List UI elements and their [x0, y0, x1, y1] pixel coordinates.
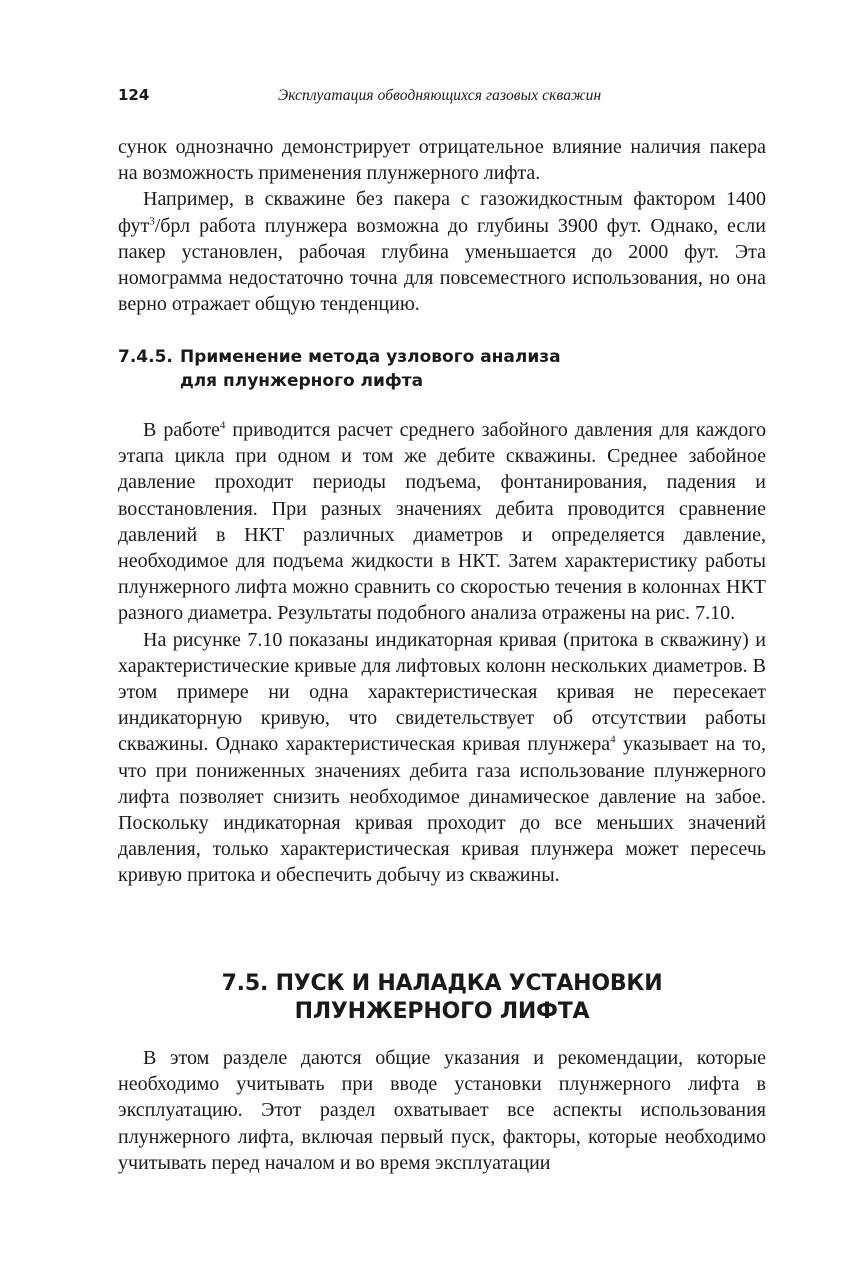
footnote-ref-4: 4	[219, 419, 226, 432]
section-heading-line-1: 7.5. ПУСК И НАЛАДКА УСТАНОВКИ	[221, 971, 663, 996]
section-heading-line-1	[118, 345, 561, 369]
section-heading-7-5	[118, 970, 766, 1026]
text-block-node-analysis	[118, 417, 766, 889]
paragraph-figure-7-10	[118, 627, 766, 889]
section-heading-line-2: ПЛУНЖЕРНОГО ЛИФТА	[294, 999, 590, 1024]
running-header	[118, 86, 768, 108]
paragraph-example	[118, 186, 766, 317]
footnote-ref-4: 4	[610, 733, 616, 746]
running-title: Эксплуатация обводняющихся газовых скважин	[278, 87, 602, 104]
paragraph-text: На рисунке 7.10 показаны индикаторная кривая (притока в скважину) и характеристические кривые для лифтовых колонн нескольких диаметров. В этом примере ни одна характеристическая кривая не пересекает индикаторную кривую, что свидетельствует об отсутствии работы скважины. Однако характеристическая кривая плунжера	[118, 628, 766, 756]
paragraph-text: В работе	[143, 419, 220, 441]
paragraph-text: приводится расчет среднего забойного давления для каждого этапа цикла при одном и том же дебите скважины. Среднее забойное давление проходит периоды подъема, фонтанирования, падения и восстановления. При разных значениях дебита проводится сравнение давлений в НКТ различных диаметров и определяется давление, необходимое для подъема жидкости в НКТ. Затем характеристику работы плунжерного лифта можно сравнить со скоростью течения в колоннах НКТ разного диаметра. Результаты подобного анализа отражены на рис. 7.10.	[118, 419, 766, 625]
paragraph-startup: В этом разделе даются общие указания и рекомендации, которые необходимо учитывать при вводе установки плунжерного лифта в эксплуатацию. Этот раздел охватывает все аспекты использования плунжерного лифта, включая первый пуск, факторы, которые необходимо учитывать перед началом и во время эксплуатации	[118, 1047, 766, 1174]
superscript-cubic: 3	[149, 214, 155, 227]
paragraph-continued: сунок однозначно демонстрирует отрицательное влияние наличия пакера на возможность применения плунжерного лифта.	[118, 136, 766, 185]
paragraph-node-analysis	[118, 417, 766, 627]
section-title-part-2: для плунжерного лифта	[180, 371, 424, 391]
paragraph-text: /брл работа плунжера возможна до глубины 3900 фут. Однако, если пакер установлен, рабочая глубина уменьшается до 2000 фут. Эта номограмма недостаточно точна для повсеместного использования, но она верно отражает общую тенденцию.	[118, 214, 766, 316]
text-block-startup	[118, 1045, 766, 1176]
section-heading-7-4-5	[118, 345, 561, 393]
section-title-part-1: Применение метода узлового анализа	[180, 347, 561, 367]
paragraph-text: Например, в скважине без пакера с газожидкостным фактором 1400 фут	[118, 188, 766, 237]
text-block-intro	[118, 134, 766, 317]
section-number: 7.4.5.	[118, 347, 173, 367]
page-number: 124	[118, 86, 150, 104]
paragraph-text: указывает на то, что при пониженных значениях дебита газа использование плунжерного лифта позволяет снизить необходимое динамическое давление на забое. Поскольку индикаторная кривая проходит до все меньших значений давления, только характеристическая кривая плунжера может пересечь кривую притока и обеспечить добычу из скважины.	[118, 733, 766, 887]
